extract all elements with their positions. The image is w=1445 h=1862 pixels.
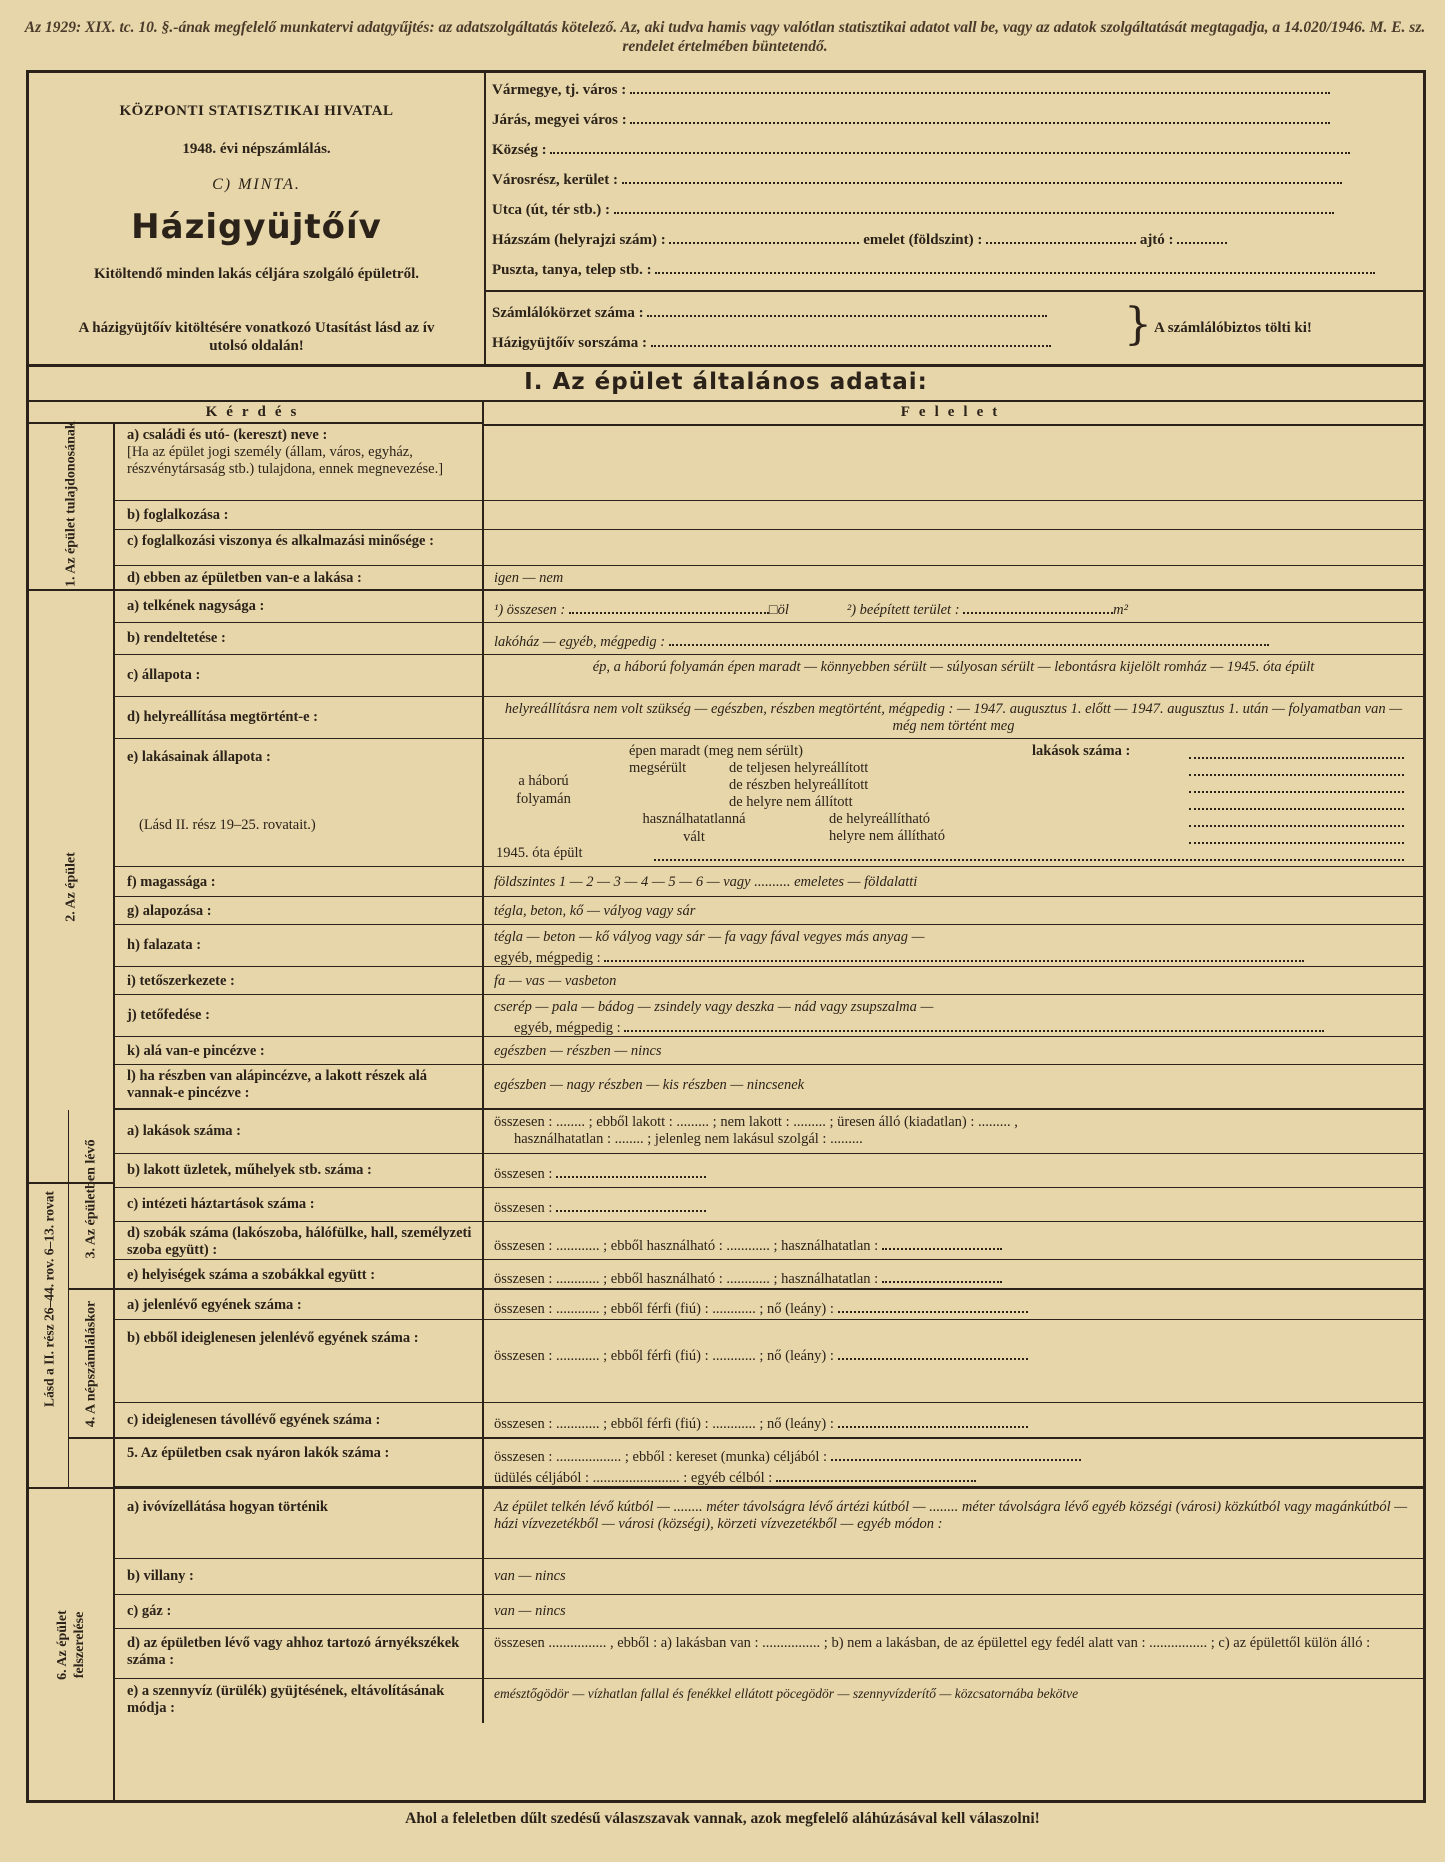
row-sewage <box>115 1679 1423 1723</box>
group-owner-label: 1. Az épület tulajdonosának <box>63 420 79 587</box>
answer-shops[interactable]: összesen : <box>484 1154 1423 1187</box>
restorable-label: de helyreállítható <box>829 811 931 827</box>
row-partial-cellar <box>115 1065 1423 1110</box>
q-foundation: g) alapozása : <box>127 903 212 919</box>
q-premises: e) helyiségek száma a szobákkal együtt : <box>127 1267 376 1283</box>
answer-partial-cellar[interactable]: egészben — nagy részben — kis részben — nincsenek <box>494 1077 805 1093</box>
row-owner-residence <box>115 566 1423 591</box>
city-part-field[interactable]: Városrész, kerület : <box>484 165 1423 195</box>
answer-plot-size[interactable]: ¹) összesen : □öl ²) beépített terület : m² <box>484 591 1423 622</box>
q-cellar: k) alá van-e pincézve : <box>127 1043 265 1059</box>
answer-roof-structure[interactable]: fa — vas — vasbeton <box>494 973 617 989</box>
war-label: a háború folyamán <box>516 773 571 807</box>
q-purpose: b) rendeltetése : <box>127 630 226 646</box>
count-intact[interactable] <box>1189 743 1404 759</box>
group-census-time-label: 4. A népszámláláskor <box>83 1300 99 1427</box>
built-since-label: 1945. óta épült <box>496 845 583 861</box>
village-field[interactable]: Község : <box>484 135 1423 165</box>
group-in-building-label: 3. Az épületben lévő <box>83 1139 99 1259</box>
form-title: Házigyüjtőív <box>131 207 382 247</box>
not-restored-label: de helyre nem állított <box>729 794 853 810</box>
footer-note: Ahol a feleletben dűlt szedésű válaszszavak vannak, azok megfelelő aláhúzásával kell válaszolni! <box>405 1810 1040 1827</box>
answer-rooms[interactable]: összesen : ............ ; ebből használható : ............ ; használhatatlan : <box>484 1222 1423 1259</box>
group-building <box>29 591 115 1184</box>
answer-toilets[interactable]: összesen ................ , ebből : a) lakásban van : ................ ; b) nem a lakásban, de az épülettel egy fedél alatt van : ................ ; c) az épülettől külön álló : <box>494 1635 1371 1651</box>
answer-walls[interactable]: tégla — beton — kő vályog vagy sár — fa vagy fával vegyes más anyag — egyéb, mégpedig : <box>484 925 1423 966</box>
district-field[interactable]: Járás, megyei város : <box>484 105 1423 135</box>
answer-owner-occupation[interactable] <box>484 501 1423 529</box>
q-walls: h) falazata : <box>127 937 202 953</box>
answer-owner-employment[interactable] <box>484 530 1423 565</box>
group-building-label: 2. Az épület <box>63 851 79 922</box>
q-roof-structure: i) tetőszerkezete : <box>127 973 235 989</box>
count-not-restorable[interactable] <box>1189 828 1404 844</box>
row-plot-size <box>115 591 1423 623</box>
row-institutions <box>115 1188 1423 1222</box>
row-roofing <box>115 995 1423 1037</box>
group-owner <box>29 420 115 591</box>
address-block <box>484 73 1423 364</box>
row-roof-structure <box>115 967 1423 995</box>
fully-restored-label: de teljesen helyreállított <box>729 760 869 776</box>
q-roofing: j) tetőfedése : <box>127 1007 210 1023</box>
row-flat-condition <box>115 739 1423 867</box>
q-shops: b) lakott üzletek, műhelyek stb. száma : <box>127 1162 372 1178</box>
row-condition <box>115 655 1423 697</box>
answer-sewage[interactable]: emésztőgödör — vízhatlan fallal és fenékkel ellátott pöcegödör — szennyvízderítő — közcsatornába bekötve <box>494 1686 1079 1701</box>
q-rooms: d) szobák száma (lakószoba, hálófülke, hall, személyzeti szoba együtt) : <box>127 1225 472 1258</box>
q-owner-note: [Ha az épület jogi személy (állam, város, egyház, részvénytársaság stb.) tulajdona, ennek megnevezése.] <box>127 444 444 477</box>
group-in-building <box>69 1110 115 1290</box>
answer-summer[interactable]: összesen : .................. ; ebből : kereset (munka) céljából : üdülés céljából : ........................ : egyéb célból : <box>484 1439 1423 1486</box>
q-electricity: b) villany : <box>127 1568 194 1584</box>
q-temp-present: b) ebből ideiglenesen jelenlévő egyének száma : <box>127 1330 419 1346</box>
brace-glyph: } <box>1124 299 1152 350</box>
row-purpose <box>115 623 1423 655</box>
farm-field[interactable]: Puszta, tanya, telep stb. : <box>484 255 1423 285</box>
answer-condition[interactable]: ép, a háború folyamán épen maradt — könnyebben sérült — súlyosan sérült — lebontásra kijelölt romház — 1945. óta épült <box>592 659 1315 675</box>
row-flat-count <box>115 1110 1423 1154</box>
q-owner-residence: d) ebben az épületben van-e a lakása : <box>127 570 362 586</box>
q-owner-occupation: b) foglalkozása : <box>127 507 229 523</box>
q-partial-cellar: l) ha részben van alápincézve, a lakott részek alá vannak-e pincézve : <box>127 1068 428 1101</box>
answer-cellar[interactable]: egészben — részben — nincs <box>494 1043 662 1059</box>
answer-flat-condition[interactable] <box>484 739 1423 866</box>
address-divider <box>484 290 1423 292</box>
group-census-time <box>69 1290 115 1439</box>
answer-flat-count[interactable]: összesen : ........ ; ebből lakott : ......... ; nem lakott : ......... ; üresen álló (kiadatlan) : ......... , használhatatlan : ........ ; jelenleg nem lakásul szolgál : ......... <box>494 1114 1018 1147</box>
sheet-number-field[interactable]: Házigyüjtőív sorszáma : <box>484 328 1112 358</box>
answer-temp-absent[interactable]: összesen : ............ ; ebből férfi (fiú) : ............ ; nő (leány) : <box>484 1403 1423 1437</box>
see-part-two-label: Lásd a II. rész 26–44. rov. 6–13. rovat <box>41 1190 56 1407</box>
answer-premises[interactable]: összesen : ............ ; ebből használható : ............ ; használhatatlan : <box>484 1260 1423 1288</box>
count-restorable[interactable] <box>1189 811 1404 827</box>
sample-label: C) MINTA. <box>212 176 301 193</box>
q-water-supply: a) ivóvízellátása hogyan történik <box>127 1499 328 1515</box>
answer-purpose[interactable]: lakóház — egyéb, mégpedig : <box>484 623 1423 654</box>
answer-restoration[interactable]: helyreállításra nem volt szükség — egészben, részben megtörtént, mégpedig : — 1947. augusztus 1. előtt — 1947. augusztus 1. után — folyamatban van — még nem történt meg <box>504 701 1403 734</box>
damaged-label: megsérült <box>629 760 687 776</box>
q-sewage: e) a szennyvíz (ürülék) gyüjtésének, eltávolításának módja : <box>127 1683 445 1716</box>
row-water-supply <box>115 1489 1423 1559</box>
q-owner-employment: c) foglalkozási viszonya és alkalmazási minősége : <box>127 533 434 549</box>
form-instruction: A házigyüjtőív kitöltésére vonatkozó Utasítást lásd az ív utolsó oldalán! <box>78 320 435 354</box>
row-owner-occupation <box>115 501 1423 530</box>
answer-gas[interactable]: van — nincs <box>494 1603 566 1619</box>
q-present: a) jelenlévő egyének száma : <box>127 1297 302 1313</box>
row-summer <box>115 1439 1423 1489</box>
section-title: I. Az épület általános adatai: <box>29 364 1423 402</box>
row-cellar <box>115 1037 1423 1065</box>
row-premises <box>115 1260 1423 1290</box>
row-electricity <box>115 1559 1423 1595</box>
form-subtitle: Kitöltendő minden lakás céljára szolgáló épületről. <box>94 266 419 282</box>
q-owner-name: a) családi és utó- (kereszt) neve : <box>127 427 328 443</box>
group-equipment <box>29 1489 115 1800</box>
answer-temp-present[interactable]: összesen : ............ ; ebből férfi (fiú) : ............ ; nő (leány) : <box>484 1320 1423 1402</box>
q-flat-note: (Lásd II. rész 19–25. rovatait.) <box>139 817 316 833</box>
answer-owner-name[interactable] <box>484 424 1423 500</box>
unusable-label: használhatatlanná vált <box>642 811 746 845</box>
q-summer: 5. Az épületben csak nyáron lakók száma : <box>127 1445 390 1461</box>
row-present <box>115 1290 1423 1320</box>
group-summer <box>69 1439 115 1489</box>
partly-restored-label: de részben helyreállított <box>729 777 869 793</box>
legal-notice: Az 1929: XIX. tc. 10. §.-ának megfelelő munkatervi adatgyűjtés: az adatszolgáltatás kötelező. Az, aki tudva hamis vagy valótlan statisztikai adatot vall be, vagy az adatok szolgáltatását megtagadja, a 14.020/1946. M. E. sz. rendelet értelmében büntetendő. <box>24 19 1426 55</box>
row-toilets <box>115 1629 1423 1679</box>
answer-foundation[interactable]: tégla, beton, kő — vályog vagy sár <box>494 903 696 919</box>
office-name: KÖZPONTI STATISZTIKAI HIVATAL <box>119 103 394 119</box>
q-restoration: d) helyreállítása megtörtént-e : <box>127 709 318 725</box>
house-number-field[interactable]: Házszám (helyrajzi szám) : emelet (földszint) : ajtó : <box>484 225 1423 255</box>
row-shops <box>115 1154 1423 1188</box>
q-institutions: c) intézeti háztartások száma : <box>127 1196 315 1212</box>
row-foundation <box>115 897 1423 925</box>
street-field[interactable]: Utca (út, tér stb.) : <box>484 195 1423 225</box>
header-left <box>29 73 486 364</box>
census-year: 1948. évi népszámlálás. <box>182 141 331 157</box>
count-not-restored[interactable] <box>1189 794 1404 810</box>
q-gas: c) gáz : <box>127 1603 172 1619</box>
count-partly-restored[interactable] <box>1189 777 1404 793</box>
q-flat-count: a) lakások száma : <box>127 1123 241 1139</box>
answer-electricity[interactable]: van — nincs <box>494 1568 566 1584</box>
row-rooms <box>115 1222 1423 1260</box>
row-owner-employment <box>115 530 1423 566</box>
row-height <box>115 867 1423 897</box>
county-field[interactable]: Vármegye, tj. város : <box>484 75 1423 105</box>
q-condition: c) állapota : <box>127 667 201 683</box>
q-toilets: d) az épületben lévő vagy ahhoz tartozó árnyékszékek száma : <box>127 1635 460 1668</box>
flat-count-label: lakások száma : <box>1032 743 1131 759</box>
q-temp-absent: c) ideiglenesen távollévő egyének száma : <box>127 1412 381 1428</box>
intact-label: épen maradt (meg nem sérült) <box>629 743 803 759</box>
answer-owner-residence[interactable]: igen — nem <box>494 570 564 586</box>
q-plot-size: a) telkének nagysága : <box>127 598 265 614</box>
column-header-answer: Felelet <box>484 400 1423 426</box>
answer-height[interactable]: földszintes 1 — 2 — 3 — 4 — 5 — 6 — vagy .......... emeletes — földalatti <box>494 874 918 890</box>
q-height: f) magassága : <box>127 874 216 890</box>
group-see-part-two <box>29 1110 69 1489</box>
enum-district-field[interactable]: Számlálókörzet száma : <box>484 298 1112 328</box>
answer-roofing[interactable]: cserép — pala — bádog — zsindely vagy deszka — nád vagy zsupszalma — egyéb, mégpedig : <box>484 995 1423 1036</box>
answer-water-supply[interactable]: Az épület telkén lévő kútból — ........ méter távolságra lévő ártézi kútból — ........ méter távolságra lévő egyéb községi (városi) közkútból vagy magánkútból — házi vízvezetékből — városi (községi), körzeti vízvezetékből — egyéb módon : <box>494 1499 1408 1532</box>
answer-institutions[interactable]: összesen : <box>484 1188 1423 1221</box>
group-equipment-label: 6. Az épület felszerelése <box>55 1609 87 1680</box>
row-restoration <box>115 697 1423 739</box>
filled-by-note: A számlálóbiztos tölti ki! <box>1154 320 1312 336</box>
row-owner-name <box>115 424 1423 501</box>
answer-present[interactable]: összesen : ............ ; ebből férfi (fiú) : ............ ; nő (leány) : <box>484 1290 1423 1319</box>
row-walls <box>115 925 1423 967</box>
q-flat-condition: e) lakásainak állapota : <box>127 749 271 765</box>
count-built-since[interactable] <box>654 845 1404 861</box>
not-restorable-label: helyre nem állítható <box>829 828 945 844</box>
row-temp-present <box>115 1320 1423 1403</box>
row-temp-absent <box>115 1403 1423 1439</box>
form-header <box>29 73 1423 367</box>
form-frame <box>26 70 1426 1803</box>
row-gas <box>115 1595 1423 1629</box>
column-header-question: Kérdés <box>29 400 484 424</box>
count-fully-restored[interactable] <box>1189 760 1404 776</box>
